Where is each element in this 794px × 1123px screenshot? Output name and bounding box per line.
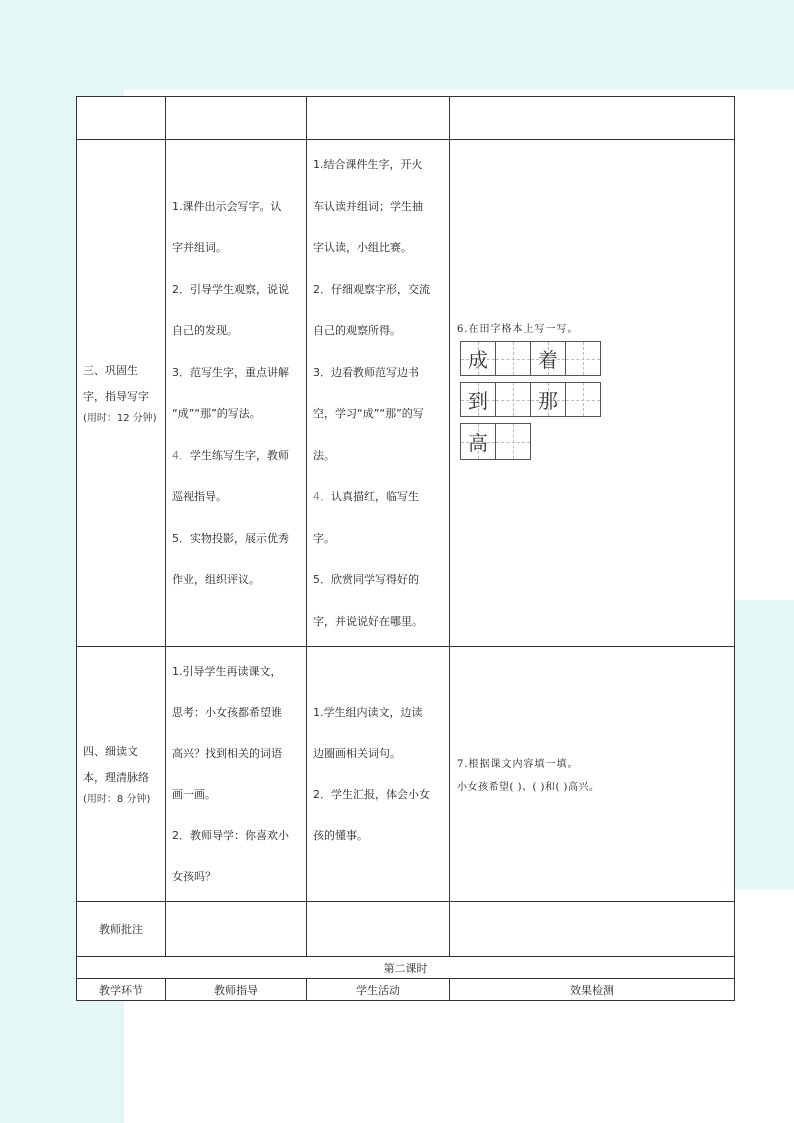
list-item-text: 教师导学：你喜欢小: [190, 829, 289, 842]
list-item: [172, 393, 300, 435]
list-item-text: 字认读，小组比赛。: [313, 241, 412, 254]
stage3-title-cell: [77, 140, 166, 647]
list-item-text: 边圈画相关词句。: [313, 747, 401, 760]
list-item: [313, 692, 443, 733]
list-item-text: 课件出示会写字。认: [182, 199, 282, 213]
list-item-text: 欣赏同学写得好的: [331, 573, 419, 586]
list-item-text: 思考：小女孩都希望谁: [172, 706, 282, 719]
list-item: [313, 227, 443, 269]
list-item-number: 3．: [172, 365, 190, 379]
tianzige-cell: 高: [460, 423, 496, 460]
list-item-text: 实物投影，展示优秀: [190, 531, 289, 545]
stage3-time: (用时：12 分钟): [83, 413, 157, 424]
list-item-number: 4．: [313, 490, 331, 503]
list-item: [172, 269, 300, 311]
list-item-text: 画一画。: [172, 788, 216, 801]
tianzige-cell: [565, 341, 601, 376]
header-effect-check: 效果检测: [450, 979, 735, 1001]
list-item: [313, 393, 443, 435]
list-item: [172, 692, 300, 733]
empty-cell: [450, 902, 735, 957]
list-item-text: 学生练写生字，教师: [190, 448, 289, 462]
stage4-teacher-list: [166, 647, 306, 901]
list-item: [313, 435, 443, 477]
list-item: [313, 269, 443, 311]
header-teacher-guidance: 教师指导: [166, 979, 307, 1001]
list-item: [172, 559, 300, 601]
list-item-text: 自己的观察所得。: [313, 324, 401, 337]
list-item: [313, 352, 443, 394]
list-item: [313, 310, 443, 352]
list-item-number: 5．: [313, 573, 331, 586]
list-item: [172, 310, 300, 352]
list-item: [172, 856, 300, 897]
list-item-text: 仔细观察字形，交流: [331, 282, 430, 296]
stage4-student-list: [307, 688, 449, 860]
list-item-text: 空，学习“成”“那”的写: [313, 407, 424, 420]
table-row-empty-top: [77, 97, 735, 140]
list-item: [313, 186, 443, 228]
tianzige-row-3: [460, 423, 734, 460]
table-row-stage4: [77, 647, 735, 902]
table-row-notes: [77, 902, 735, 957]
list-item-text: “成”“那”的写法。: [172, 407, 261, 420]
list-item: [172, 476, 300, 518]
list-item-text: 认真描红，临写生: [331, 490, 419, 503]
list-item-text: 高兴？找到相关的词语: [172, 747, 282, 760]
stage4-time: (用时：8 分钟): [83, 794, 151, 805]
list-item: [313, 601, 443, 643]
table-row-headers: [77, 979, 735, 1001]
stage3-student-list: [307, 140, 449, 646]
list-item-text: 学生汇报，体会小女: [331, 788, 430, 801]
list-item: [313, 518, 443, 560]
tianzige-row-2: [460, 382, 734, 417]
stage4-title-cell: [77, 647, 166, 902]
list-item-number: 2．: [172, 282, 190, 296]
tianzige-cell: [495, 341, 531, 376]
list-item-number: 2．: [313, 788, 331, 801]
list-item-text: 孩的懂事。: [313, 829, 368, 842]
list-item-text: 引导学生再读课文，: [182, 665, 282, 678]
list-item: [172, 435, 300, 477]
stage4-student-cell: [307, 647, 450, 902]
tianzige-row-1: [460, 341, 734, 376]
list-item-text: 女孩吗？: [172, 870, 216, 883]
stage4-teacher-cell: [166, 647, 307, 902]
tianzige-cell: 那: [530, 382, 566, 417]
list-item: [313, 733, 443, 774]
lesson-plan-table: [76, 96, 735, 1001]
list-item-text: 边看教师范写边书: [331, 365, 419, 379]
list-item-text: 引导学生观察，说说: [190, 282, 289, 296]
list-item: [172, 651, 300, 692]
stage4-fill-blank-line: 小女孩希望( )、( )和( )高兴。: [457, 782, 600, 793]
list-item-number: 3．: [313, 365, 331, 379]
empty-cell: [77, 97, 166, 140]
list-item-text: 自己的发现。: [172, 324, 238, 337]
stage4-check-caption: 7.根据课文内容填一填。: [457, 759, 579, 770]
list-item-number: 1.: [172, 199, 183, 213]
stage3-title-line1: 三、巩固生: [83, 364, 138, 377]
list-item-number: 1.: [313, 158, 324, 171]
list-item: [172, 352, 300, 394]
teacher-notes-label: 教师批注: [77, 902, 166, 957]
list-item-text: 学生组内读文，边读: [323, 706, 423, 719]
tianzige-cell: 到: [460, 382, 496, 417]
stage4-check-cell: [450, 647, 735, 902]
list-item-text: 巡视指导。: [172, 490, 227, 503]
list-item: [172, 186, 300, 228]
list-item: [313, 476, 443, 518]
stage3-student-cell: [307, 140, 450, 647]
list-item-text: 字。: [313, 531, 335, 545]
list-item-text: 车认读并组词；学生抽: [313, 199, 423, 213]
list-item: [313, 815, 443, 856]
list-item: [172, 227, 300, 269]
empty-cell: [307, 97, 450, 140]
list-item: [172, 774, 300, 815]
table-row-section2: [77, 957, 735, 979]
empty-cell: [166, 902, 307, 957]
list-item-number: 1.: [172, 665, 183, 678]
list-item-text: 字并组词。: [172, 241, 227, 254]
tianzige-cell: 成: [460, 341, 496, 376]
stage3-teacher-cell: [166, 140, 307, 647]
list-item-number: 5．: [172, 531, 190, 545]
table-row-stage3: [77, 140, 735, 647]
list-item-text: 字，并说说好在哪里。: [313, 614, 423, 628]
list-item: [313, 559, 443, 601]
tianzige-cell: 着: [530, 341, 566, 376]
section2-title: 第二课时: [77, 957, 735, 979]
list-item: [313, 144, 443, 186]
list-item: [172, 815, 300, 856]
list-item: [313, 774, 443, 815]
stage3-teacher-list: [166, 182, 306, 605]
empty-cell: [166, 97, 307, 140]
list-item-text: 结合课件生字，开火: [323, 158, 423, 171]
list-item-number: 1.: [313, 706, 324, 719]
header-stage: 教学环节: [77, 979, 166, 1001]
list-item-number: 4．: [172, 448, 190, 462]
empty-cell: [450, 97, 735, 140]
stage4-title-line1: 四、细读文: [83, 745, 138, 758]
stage3-check-cell: [450, 140, 735, 647]
list-item-text: 作业，组织评议。: [172, 573, 260, 586]
tianzige-cell: [495, 382, 531, 417]
header-student-activity: 学生活动: [307, 979, 450, 1001]
list-item: [172, 518, 300, 560]
empty-cell: [307, 902, 450, 957]
list-item-text: 法。: [313, 448, 335, 462]
list-item-number: 2．: [313, 282, 331, 296]
list-item: [172, 733, 300, 774]
stage3-check-caption: 6.在田字格本上写一写。: [457, 324, 579, 335]
list-item-text: 范写生字，重点讲解: [190, 365, 289, 379]
tianzige-cell: [495, 423, 531, 460]
stage3-title-line2: 字，指导写字: [83, 390, 149, 403]
list-item-number: 2．: [172, 829, 190, 842]
stage4-title-line2: 本，理清脉络: [83, 771, 149, 784]
tianzige-cell: [565, 382, 601, 417]
page-background-right: [734, 600, 794, 890]
